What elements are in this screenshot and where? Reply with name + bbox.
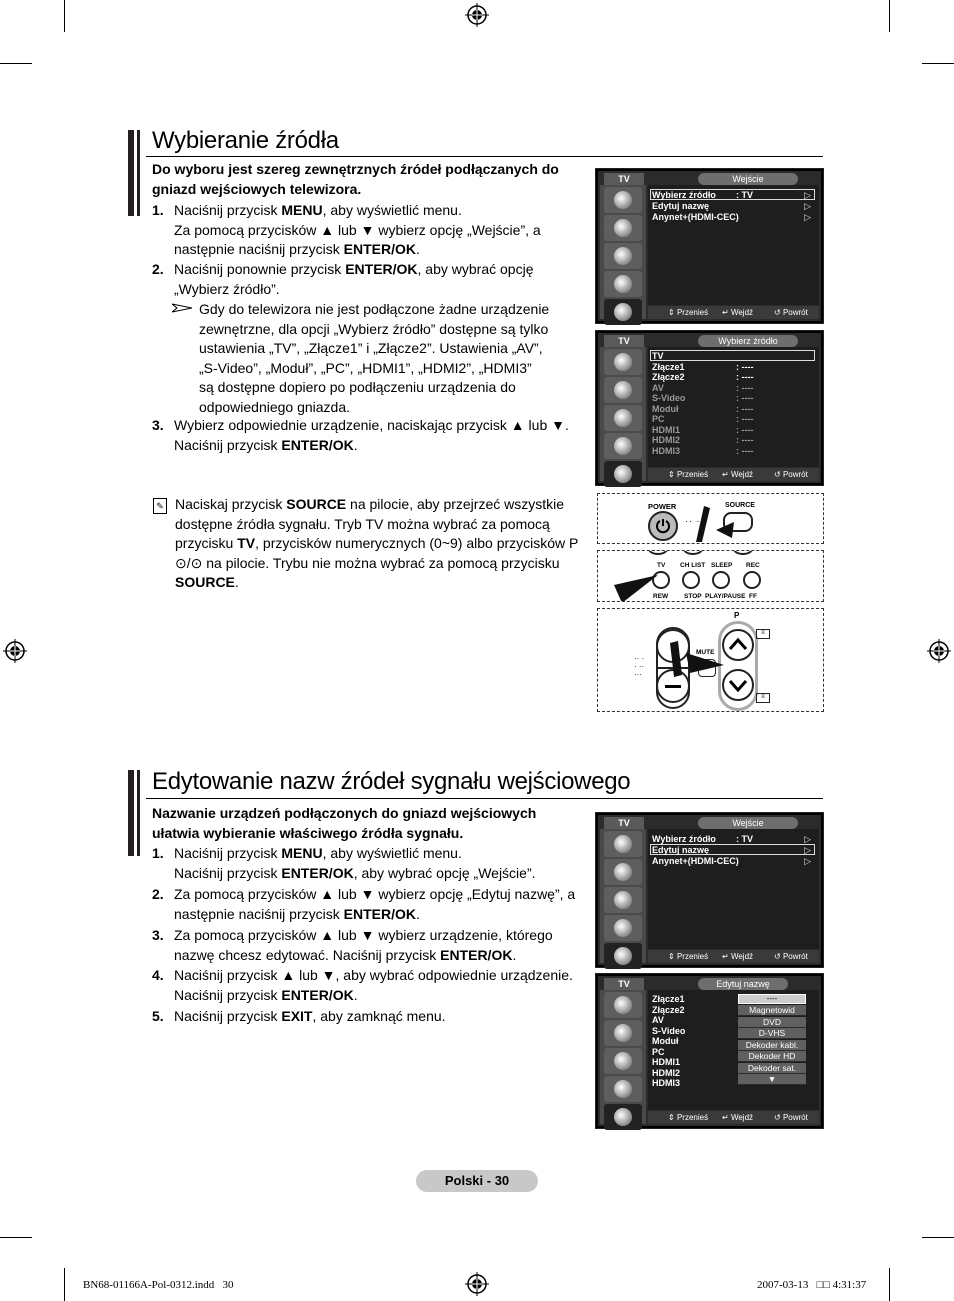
input-icon <box>604 299 642 325</box>
source-label: SOURCE <box>725 502 755 509</box>
picture-icon <box>604 349 642 375</box>
note-line: zewnętrzne, dla opcji „Wybierz źródło” dostępne są tylko <box>199 320 549 337</box>
date-slug: 2007-03-13 □□ 4:31:37 <box>757 1279 867 1291</box>
tv-mode-label: TV <box>604 978 644 990</box>
footer-move: Przenieś <box>676 1113 709 1122</box>
file-slug: BN68-01166A-Pol-0312.indd 30 <box>83 1279 234 1291</box>
picture-icon <box>604 992 642 1018</box>
footer-move: Przenieś <box>676 308 709 317</box>
menu-title: Wybierz źródło <box>698 335 798 347</box>
sound-icon <box>604 859 642 885</box>
crop-mark <box>922 1237 954 1238</box>
menu-title: Wejście <box>698 173 798 185</box>
key-name: ENTER/OK <box>281 986 354 1003</box>
section-title: Edytowanie nazw źródeł sygnału wejściowego <box>152 768 631 795</box>
menu-item[interactable]: Wybierz źródło <box>652 190 716 200</box>
source-value: : ---- <box>736 361 754 372</box>
section-title: Wybieranie źródła <box>152 127 339 154</box>
note <box>199 300 589 417</box>
step-text: Naciśnij przycisk <box>174 202 282 218</box>
round-button <box>683 550 703 555</box>
step-text: „Wybierz źródło”. <box>174 280 280 297</box>
sleep-button-label: SLEEP <box>711 562 733 569</box>
step-number: 5. <box>152 1008 164 1024</box>
playpause-button-label: PLAY/PAUSE <box>705 593 746 600</box>
tv-menu-screen <box>595 168 824 324</box>
step-4 <box>152 966 592 1006</box>
source-value: : ---- <box>736 424 754 435</box>
source-value: : ---- <box>736 393 754 403</box>
source-item[interactable]: Moduł <box>652 1036 679 1046</box>
footer-move: Przenieś <box>676 952 709 961</box>
crop-mark <box>64 0 65 32</box>
submenu-arrow-icon: ▷ <box>804 856 811 866</box>
step-text: Za pomocą przycisków ▲ lub ▼ wybierz urządzenie, którego <box>174 927 553 943</box>
section-intro: Do wyboru jest szereg zewnętrznych źródeł podłączanych do gniazd wejściowych telewizora. <box>152 161 559 197</box>
step-text: następnie naciśnij przycisk <box>174 905 344 922</box>
tip <box>175 495 585 593</box>
step-number: 3. <box>152 927 164 943</box>
menu-sidebar <box>600 185 646 319</box>
step-text: . <box>415 241 420 257</box>
setup-icon <box>604 915 642 941</box>
menu-item[interactable]: Wybierz źródło <box>652 834 716 844</box>
page-number: Polski - 30 <box>416 1170 538 1192</box>
step-number: 2. <box>152 261 164 277</box>
footer-enter: Wejdź <box>730 1113 754 1122</box>
setup-icon <box>604 433 642 459</box>
source-item: Moduł <box>652 403 679 414</box>
step-text: Naciśnij przycisk <box>174 986 282 1003</box>
step-text: . <box>415 905 420 922</box>
menu-item-value: : TV <box>736 834 753 844</box>
footer-back: Powrót <box>782 308 808 317</box>
rec-button-label: REC <box>746 562 760 569</box>
channel-icon <box>604 243 642 269</box>
tv-mode-label: TV <box>604 335 644 347</box>
picture-icon <box>604 187 642 213</box>
source-item[interactable]: S-Video <box>652 1025 686 1036</box>
name-option[interactable]: DVD <box>738 1017 806 1028</box>
source-item: HDMI3 <box>652 445 681 456</box>
setup-icon <box>604 1076 642 1102</box>
submenu-arrow-icon: ▷ <box>804 834 811 844</box>
sound-icon <box>604 1020 642 1046</box>
tv-mode-label: TV <box>604 817 644 829</box>
registration-mark-icon <box>465 3 489 27</box>
name-option[interactable]: Dekoder kabl. <box>738 1040 806 1051</box>
step-number: 4. <box>152 967 164 983</box>
menu-footer: ⇕ Przenieś ↵ Wejdź ↺ Powrót <box>648 950 819 963</box>
menu-highlight <box>650 350 815 361</box>
source-item[interactable]: Złącze1 <box>652 994 685 1004</box>
pointer-arrow-icon <box>612 575 658 602</box>
crop-mark <box>889 0 890 32</box>
registration-mark-icon <box>465 1272 489 1296</box>
name-dropdown-current[interactable]: ---- <box>738 994 806 1004</box>
key-name: SOURCE <box>175 574 235 590</box>
footer-back: Powrót <box>782 952 808 961</box>
tip-text: , przycisków numerycznych (0~9) albo przycisków P <box>255 535 579 551</box>
source-item[interactable]: Złącze2 <box>652 1004 685 1015</box>
key-name: MENU <box>281 845 323 861</box>
key-name: ENTER/OK <box>281 864 354 881</box>
pointer-arrow-icon <box>668 629 724 679</box>
side-button: ≡ <box>756 629 770 639</box>
name-option[interactable]: Magnetowid <box>738 1005 806 1016</box>
source-value: : ---- <box>736 435 754 445</box>
key-name: ENTER/OK <box>343 241 416 257</box>
name-options <box>738 1005 806 1085</box>
volume-down-icon <box>665 685 681 688</box>
input-icon <box>604 461 642 487</box>
sound-icon <box>604 215 642 241</box>
menu-title: Edytuj nazwę <box>698 978 788 990</box>
tip-text: na pilocie, aby przejrzeć wszystkie <box>346 496 565 512</box>
source-value: : ---- <box>736 372 754 382</box>
section-intro <box>152 804 582 843</box>
round-button <box>733 550 753 555</box>
source-item[interactable]: HDMI1 <box>652 1057 681 1067</box>
chevron-down-icon <box>728 679 748 693</box>
input-icon <box>604 943 642 969</box>
step-2 <box>152 260 592 300</box>
step-text: , aby wyświetlić menu. <box>322 202 462 218</box>
tip-text: dostępne źródła sygnału. Tryb TV można wybrać za pomocą <box>175 515 550 532</box>
step-text: Wybierz odpowiednie urządzenie, naciskając przycisk ▲ lub ▼. <box>174 417 569 433</box>
submenu-arrow-icon: ▷ <box>804 845 811 855</box>
menu-sidebar <box>600 829 646 963</box>
step-3 <box>152 926 592 966</box>
p-label: P <box>734 611 740 620</box>
step-text: Naciśnij ponownie przycisk <box>174 261 346 277</box>
source-item[interactable]: HDMI3 <box>652 1078 681 1088</box>
menu-sidebar <box>600 347 646 481</box>
source-item[interactable]: PC <box>652 1046 665 1057</box>
footer-back: Powrót <box>782 470 808 479</box>
section-rule <box>146 156 823 157</box>
tv-button-label: TV <box>657 562 666 569</box>
step-1 <box>152 844 592 884</box>
remote-illustration <box>597 550 824 602</box>
source-item: S-Video <box>652 393 686 403</box>
channel-icon <box>604 887 642 913</box>
round-button <box>648 550 668 555</box>
note-line: odpowiedniego gniazda. <box>199 398 351 415</box>
scroll-down-icon[interactable]: ▼ <box>738 1074 806 1085</box>
menu-title: Wejście <box>698 817 798 829</box>
sleep-button <box>712 571 730 589</box>
footer-enter: Wejdź <box>730 308 754 317</box>
step-text: . <box>512 946 517 963</box>
step-1 <box>152 201 592 261</box>
tv-mode-label: TV <box>604 173 644 185</box>
intro-line: Nazwanie urządzeń podłączonych do gniazd wejściowych <box>152 805 537 821</box>
submenu-arrow-icon: ▷ <box>804 201 811 211</box>
menu-list <box>648 829 819 949</box>
tv-menu-screen <box>595 812 824 968</box>
tv-menu-screen <box>595 973 824 1129</box>
source-item: HDMI1 <box>652 424 681 435</box>
ff-button-label: FF <box>749 593 757 600</box>
menu-list <box>648 185 819 305</box>
key-name: MENU <box>281 202 323 218</box>
source-item[interactable]: Złącze1 <box>652 361 685 372</box>
menu-footer: ⇕ Przenieś ↵ Wejdź ↺ Powrót <box>648 1111 819 1124</box>
side-button: ≡ <box>756 693 770 703</box>
step-text: Naciśnij przycisk <box>174 436 282 453</box>
power-icon <box>655 518 671 534</box>
intro-line: ułatwia wybieranie właściwego źródła sygnału. <box>152 824 464 841</box>
step-3 <box>152 416 592 456</box>
step-5 <box>152 1007 592 1027</box>
crop-mark <box>0 1237 32 1238</box>
dots: ·· · · ·· ··· <box>634 654 645 679</box>
step-text: Za pomocą przycisków ▲ lub ▼ wybierz opcję „Wejście”, a <box>174 221 541 238</box>
footer-back: Powrót <box>782 1113 808 1122</box>
step-text: , aby wybrać opcję <box>417 261 534 277</box>
tip-icon: ✎ <box>153 498 167 514</box>
source-item[interactable]: TV <box>652 351 664 361</box>
sound-icon <box>604 377 642 403</box>
power-label: POWER <box>648 502 677 511</box>
crop-mark <box>922 63 954 64</box>
submenu-arrow-icon: ▷ <box>804 212 811 222</box>
tip-text: przycisku <box>175 535 238 551</box>
remote-illustration <box>597 608 824 712</box>
source-item: PC <box>652 414 665 424</box>
remote-illustration <box>597 493 824 544</box>
key-name: TV <box>237 535 256 551</box>
step-number: 2. <box>152 886 164 902</box>
menu-item[interactable]: Edytuj nazwę <box>652 201 710 211</box>
source-value: : ---- <box>736 414 754 424</box>
menu-sidebar <box>600 990 646 1124</box>
step-number: 1. <box>152 202 164 218</box>
button-row-top <box>648 550 768 555</box>
note-line: Gdy do telewizora nie jest podłączone żadne urządzenie <box>199 301 550 317</box>
tv-menu-screen <box>595 330 824 486</box>
channel-icon <box>604 1048 642 1074</box>
chlist-button-label: CH LIST <box>680 562 706 569</box>
step-number: 3. <box>152 417 164 433</box>
key-name: ENTER/OK <box>343 905 416 922</box>
registration-mark-icon <box>3 639 27 663</box>
submenu-arrow-icon: ▷ <box>804 190 811 200</box>
key-name: ENTER/OK <box>281 436 354 453</box>
stop-button-label: STOP <box>684 593 702 600</box>
key-name: EXIT <box>281 1008 313 1024</box>
menu-footer: ⇕ Przenieś ↵ Wejdź ↺ Powrót <box>648 306 819 319</box>
footer-enter: Wejdź <box>730 952 754 961</box>
menu-item[interactable]: Anynet+(HDMI-CEC) <box>652 856 739 866</box>
key-name: SOURCE <box>286 496 347 512</box>
note-line: są dostępne dopiero po podłączeniu urządzenia do <box>199 379 516 395</box>
crop-mark <box>64 1268 65 1301</box>
step-text: nazwę chcesz edytować. Naciśnij przycisk <box>174 946 441 963</box>
chlist-button <box>682 571 700 589</box>
source-value: : ---- <box>736 382 754 393</box>
tip-text: Naciskaj przycisk <box>175 496 287 512</box>
step-text: Naciśnij przycisk <box>174 864 282 881</box>
step-text: , aby wyświetlić menu. <box>322 845 462 861</box>
step-text: Naciśnij przycisk ▲ lub ▼, aby wybrać odpowiednie urządzenie. <box>174 967 573 983</box>
menu-item-value: : TV <box>736 190 753 200</box>
setup-icon <box>604 271 642 297</box>
source-value: : ---- <box>736 445 754 456</box>
note-arrow-icon <box>172 303 192 313</box>
step-text: następnie naciśnij przycisk <box>174 241 344 257</box>
step-2 <box>152 885 592 925</box>
menu-item[interactable]: Anynet+(HDMI-CEC) <box>652 212 739 222</box>
source-item[interactable]: HDMI2 <box>652 1067 681 1078</box>
footer-move: Przenieś <box>676 470 709 479</box>
tip-text: . <box>234 574 239 590</box>
step-text: Naciśnij przycisk <box>174 1008 282 1024</box>
pointer-arrow-icon <box>694 504 734 544</box>
note-line: ustawienia „TV”, „Złącze1” i „Złącze2”. Ustawienia „AV”, <box>199 340 543 356</box>
section-marker <box>128 770 134 856</box>
name-option[interactable]: D-VHS <box>738 1028 806 1039</box>
menu-item[interactable]: Edytuj nazwę <box>652 845 710 855</box>
rec-button <box>743 571 761 589</box>
input-icon <box>604 1104 642 1130</box>
crop-mark <box>0 63 32 64</box>
dots: ·· · <box>685 516 701 526</box>
channel-icon <box>604 405 642 431</box>
name-option[interactable]: Dekoder sat. <box>738 1063 806 1074</box>
step-text: Za pomocą przycisków ▲ lub ▼ wybierz opcję „Edytuj nazwę”, a <box>174 886 576 902</box>
step-text: , aby wybrać opcję „Wejście”. <box>353 864 536 881</box>
registration-mark-icon <box>927 639 951 663</box>
source-item[interactable]: Złącze2 <box>652 372 685 382</box>
menu-footer: ⇕ Przenieś ↵ Wejdź ↺ Powrót <box>648 468 819 481</box>
menu-list <box>648 347 819 467</box>
mute-label: MUTE <box>696 649 715 656</box>
section-rule <box>146 798 823 799</box>
source-value: : ---- <box>736 403 754 414</box>
footer-enter: Wejdź <box>730 470 754 479</box>
source-item: AV <box>652 382 664 393</box>
step-text: Naciśnij przycisk <box>174 845 282 861</box>
section-marker <box>137 130 140 216</box>
note-line: „S-Video”, „Moduł”, „PC”, „HDMI1”, „HDMI2”, „HDMI3” <box>199 359 532 376</box>
rew-button-label: REW <box>653 593 669 600</box>
chevron-up-icon <box>728 637 748 651</box>
step-text: , aby zamknąć menu. <box>312 1008 446 1024</box>
key-name: ENTER/OK <box>345 261 418 277</box>
key-name: ENTER/OK <box>440 946 513 963</box>
source-item[interactable]: AV <box>652 1015 664 1025</box>
crop-mark <box>889 1268 890 1301</box>
step-text: . <box>353 436 358 453</box>
section-marker <box>137 770 140 856</box>
step-number: 1. <box>152 845 164 861</box>
section-marker <box>128 130 134 216</box>
name-option[interactable]: Dekoder HD <box>738 1051 806 1062</box>
source-item: HDMI2 <box>652 435 681 445</box>
picture-icon <box>604 831 642 857</box>
menu-list <box>648 990 819 1110</box>
tip-text: ⊙/⊙ na pilocie. Trybu nie można wybrać za pomocą przycisku <box>175 554 560 571</box>
step-text: . <box>353 986 358 1003</box>
